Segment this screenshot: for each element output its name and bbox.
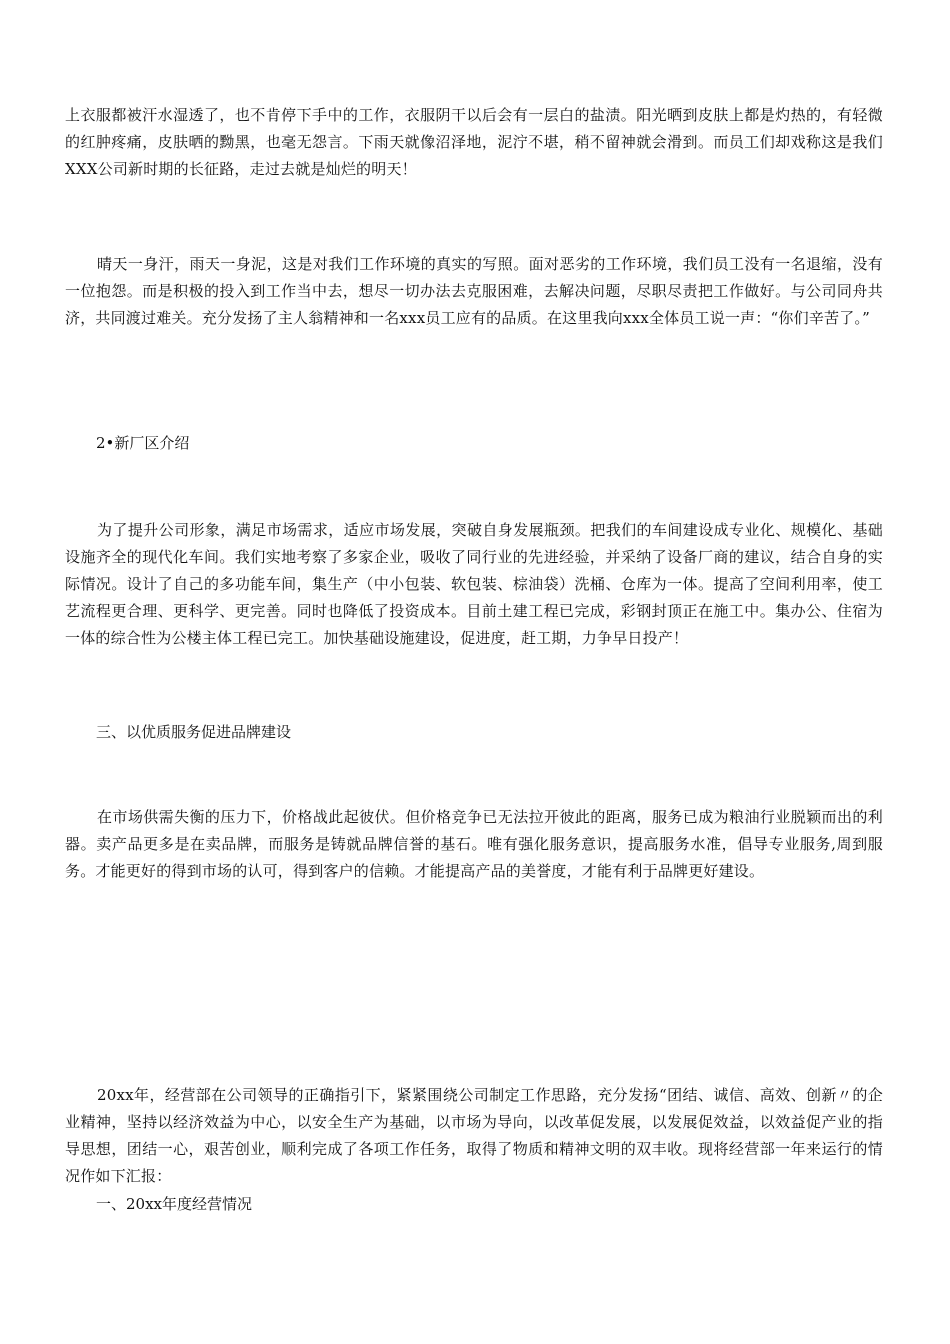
section-heading-new-factory: 2•新厂区介绍	[96, 434, 190, 452]
paragraph-annual-report-intro: 20xx年，经营部在公司领导的正确指引下，紧紧围绕公司制定工作思路，充分发扬“团结、诚信、高效、创新〃的企业精神，坚持以经济效益为中心，以安全生产为基础，以市场为导向，以改革促发展，以发展促效益，以效益促产业的指导思想，团结一心，艰苦创业，顺利完成了各项工作任务，取得了物质和精神文明的双丰收。现将经营部一年来运行的情况作如下汇报：	[65, 1086, 883, 1185]
paragraph-service-brand: 在市场供需失衡的压力下，价格战此起彼伏。但价格竞争已无法拉开彼此的距离，服务已成为粮油行业脱颖而出的利器。卖产品更多是在卖品牌，而服务是铸就品牌信誉的基石。唯有强化服务意识，提高服务水准，倡导专业服务,周到服务。才能更好的得到市场的认可，得到客户的信赖。才能提高产品的美誉度，才能有利于品牌更好建设。	[65, 808, 883, 880]
paragraph-work-environment: 晴天一身汗，雨天一身泥，这是对我们工作环境的真实的写照。面对恶劣的工作环境，我们员工没有一名退缩，没有一位抱怨。而是积极的投入到工作当中去，想尽一切办法去克服困难，去解决问题，尽职尽责把工作做好。与公司同舟共济，共同渡过难关。充分发扬了主人翁精神和一名xxx员工应有的品质。在这里我向xxx全体员工说一声：“你们辛苦了。”	[65, 255, 883, 327]
section-heading-operations: 一、20xx年度经营情况	[96, 1195, 253, 1213]
paragraph-new-factory: 为了提升公司形象，满足市场需求，适应市场发展，突破自身发展瓶颈。把我们的车间建设成专业化、规模化、基础设施齐全的现代化车间。我们实地考察了多家企业，吸收了同行业的先进经验，并采纳了设备厂商的建议，结合自身的实际情况。设计了自己的多功能车间，集生产（中小包装、软包装、棕油袋）洗桶、仓库为一体。提高了空间利用率，使工艺流程更合理、更科学、更完善。同时也降低了投资成本。目前土建工程已完成，彩钢封顶正在施工中。集办公、住宿为一体的综合性为公楼主体工程已完工。加快基础设施建设，促进度，赶工期，力争早日投产！	[65, 521, 883, 647]
section-heading-brand-building: 三、以优质服务促进品牌建设	[96, 723, 292, 741]
paragraph-continuation: 上衣服都被汗水湿透了，也不肯停下手中的工作，衣服阴干以后会有一层白的盐渍。阳光晒到皮肤上都是灼热的，有轻微的红肿疼痛，皮肤晒的黝黑，也毫无怨言。下雨天就像沼泽地，泥泞不堪，稍不留神就会滑到。而员工们却戏称这是我们XXX公司新时期的长征路，走过去就是灿烂的明天！	[65, 106, 883, 178]
